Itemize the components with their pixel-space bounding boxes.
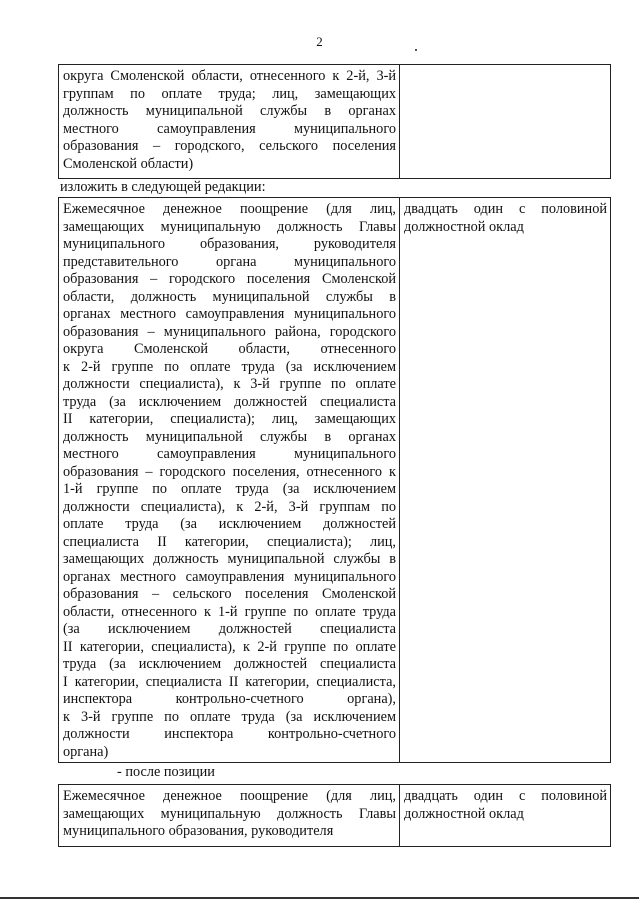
text-line: к 2-й группе по оплате труда (за исключением bbox=[63, 358, 396, 375]
text-line: должности специалиста), к 2-й, 3-й группам по bbox=[63, 498, 396, 515]
cell-description bbox=[59, 198, 400, 762]
table-new-edition bbox=[58, 197, 611, 763]
text-line: к 3-й группе по оплате труда (за исключением bbox=[63, 708, 396, 725]
text-line: области, отнесенного к 1-й группе по оплате труда bbox=[63, 603, 396, 620]
cell-amount bbox=[400, 198, 610, 762]
text-line: замещающих муниципальную должность Главы bbox=[63, 218, 396, 235]
text-line: Смоленской области) bbox=[63, 155, 194, 172]
text-line: 1-й группе по оплате труда (за исключением bbox=[63, 481, 396, 497]
text-line: области, должность муниципальной службы в bbox=[63, 288, 396, 305]
instruction-new-edition: изложить в следующей редакции: bbox=[60, 179, 266, 195]
text-line: представительного органа муниципального bbox=[63, 253, 396, 270]
text-line: II категории, специалиста), к 2-й группе по оплате bbox=[63, 638, 396, 655]
text-line: группам по оплате труда; лиц, замещающих bbox=[63, 85, 396, 102]
cell-amount bbox=[400, 65, 610, 178]
text-line: замещающих должность муниципальной службы в bbox=[63, 551, 396, 567]
text-line: I категории, специалиста II категории, специалиста, bbox=[63, 673, 396, 690]
text-line: местного самоуправления муниципального bbox=[63, 120, 396, 137]
text-line: округа Смоленской области, отнесенного bbox=[63, 341, 396, 357]
text-line: двадцать один с половиной bbox=[404, 788, 607, 804]
text-line: Ежемесячное денежное поощрение (для лиц, bbox=[63, 788, 396, 804]
text-line: II категории, специалиста); лиц, замещающих bbox=[63, 411, 396, 427]
text-line: труда (за исключением должностей специалиста bbox=[63, 393, 396, 410]
cell-description bbox=[59, 65, 400, 178]
text-line: двадцать один с половиной bbox=[404, 201, 607, 217]
text-line: образования – сельского поселения Смоленской bbox=[63, 586, 396, 602]
cell-amount bbox=[400, 785, 610, 846]
text-line: оплате труда (за исключением должностей bbox=[63, 516, 396, 532]
text-line: (за исключением должностей специалиста bbox=[63, 621, 396, 637]
text-line: местного самоуправления муниципального bbox=[63, 446, 396, 462]
table-after-position bbox=[58, 784, 611, 847]
text-line: органах местного самоуправления муниципального bbox=[63, 306, 396, 322]
cell-description bbox=[59, 785, 400, 846]
text-line: муниципального образования, руководителя bbox=[63, 823, 334, 839]
text-line: замещающих муниципальную должность Главы bbox=[63, 805, 396, 822]
text-line: органа) bbox=[63, 743, 109, 760]
text-line: образования – городского, сельского поселения bbox=[63, 138, 396, 154]
page-footer-rule bbox=[0, 897, 639, 899]
text-line: должность муниципальной службы в органах bbox=[63, 428, 396, 445]
text-line: специалиста II категории, специалиста); лиц, bbox=[63, 533, 396, 550]
text-line: должность муниципальной службы в органах bbox=[63, 103, 396, 119]
text-line: должности специалиста), к 3-й группе по оплате bbox=[63, 376, 396, 392]
text-line: должности инспектора контрольно-счетного bbox=[63, 726, 396, 742]
text-line: должностной оклад bbox=[404, 805, 524, 822]
page-number: 2 bbox=[316, 34, 323, 49]
text-line: органах местного самоуправления муниципального bbox=[63, 568, 396, 585]
table-previous-row bbox=[58, 64, 611, 179]
text-line: муниципального образования, руководителя bbox=[63, 236, 396, 252]
text-line: образования – городского поселения, отнесенного к bbox=[63, 463, 396, 480]
text-line: труда (за исключением должностей специалиста bbox=[63, 656, 396, 672]
text-line: должностной оклад bbox=[404, 218, 524, 235]
text-line: образования – городского поселения Смоленской bbox=[63, 271, 396, 287]
text-line: образования – муниципального района, городского bbox=[63, 323, 396, 340]
scan-speck bbox=[415, 49, 417, 51]
instruction-after-position: - после позиции bbox=[117, 764, 215, 780]
text-line: инспектора контрольно-счетного органа), bbox=[63, 691, 396, 707]
text-line: Ежемесячное денежное поощрение (для лиц, bbox=[63, 201, 396, 217]
text-line: округа Смоленской области, отнесенного к 2-й, 3-й bbox=[63, 68, 396, 84]
